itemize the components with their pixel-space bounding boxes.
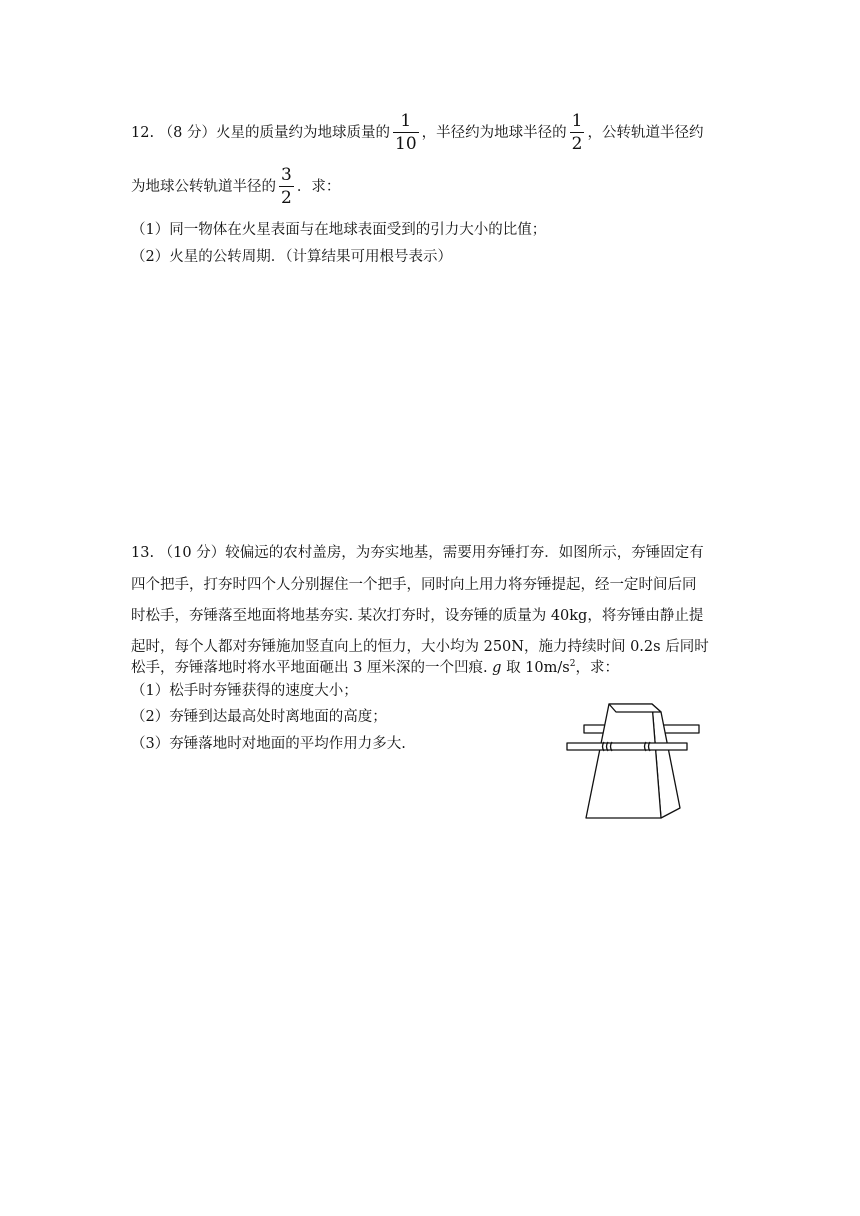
q13-sub-1: （1）松手时夯锤获得的速度大小； [131,683,358,699]
gravity-symbol: g [492,660,502,676]
fraction-one-half: $\frac{1}{2}$ [571,111,583,154]
rammer-front-face [586,704,661,818]
lower-handle-bar [567,743,687,750]
q12-line-1 [131,113,703,153]
fraction-three-halves: $\frac{3}{2}$ [281,165,292,208]
q13-text-1: 较偏远的农村盖房，为夯实地基，需要用夯锤打夯．如图所示，夯锤固定有 [225,545,704,561]
q12-points: （8 分） [158,125,217,141]
q12-text-1: 火星的质量约为地球质量的 [216,125,391,141]
q12-text-4: 为地球公转轨道半径的 [131,179,276,195]
rammer-figure [566,700,702,824]
q12-line-2 [131,167,340,207]
q13-line-5 [131,660,619,676]
q13-text-5b: 取 10m/s [501,660,570,676]
q12-text-3: ，公转轨道半径约 [587,125,704,141]
q12-sub-2: （2）火星的公转周期．（计算结果可用根号表示） [131,249,452,265]
q13-line-3: 时松手，夯锤落至地面将地基夯实. 某次打夯时，设夯锤的质量为 40kg，将夯锤由静止提 [131,608,704,624]
fraction-one-tenth: $\frac{1}{10}$ [395,111,417,154]
q13-points: （10 分） [158,545,226,561]
q13-sub-2: （2）夯锤到达最高处时离地面的高度； [131,709,387,725]
rammer-top-face [609,704,661,712]
q13-line-1 [131,546,704,561]
q12-text-2: ，半径约为地球半径的 [421,125,567,141]
q13-text-5c: ，求： [575,660,619,676]
q12-text-5: ．求： [296,179,341,195]
q13-line-2: 四个把手，打夯时四个人分别握住一个把手，同时向上用力将夯锤提起，经一定时间后同 [131,577,697,593]
q13-line-4: 起时，每个人都对夯锤施加竖直向上的恒力，大小均为 250N，施力持续时间 0.2s 后同时 [131,639,709,655]
q12-number: 12. [131,125,155,141]
q12-sub-1: （1）同一物体在火星表面与在地球表面受到的引力大小的比值； [131,222,547,238]
q13-number: 13. [131,545,155,561]
exponent: 2 [569,659,576,669]
q13-text-5a: 松手，夯锤落地时将水平地面砸出 3 厘米深的一个凹痕. [131,660,493,676]
q13-sub-3: （3）夯锤落地时对地面的平均作用力多大. [131,736,406,752]
